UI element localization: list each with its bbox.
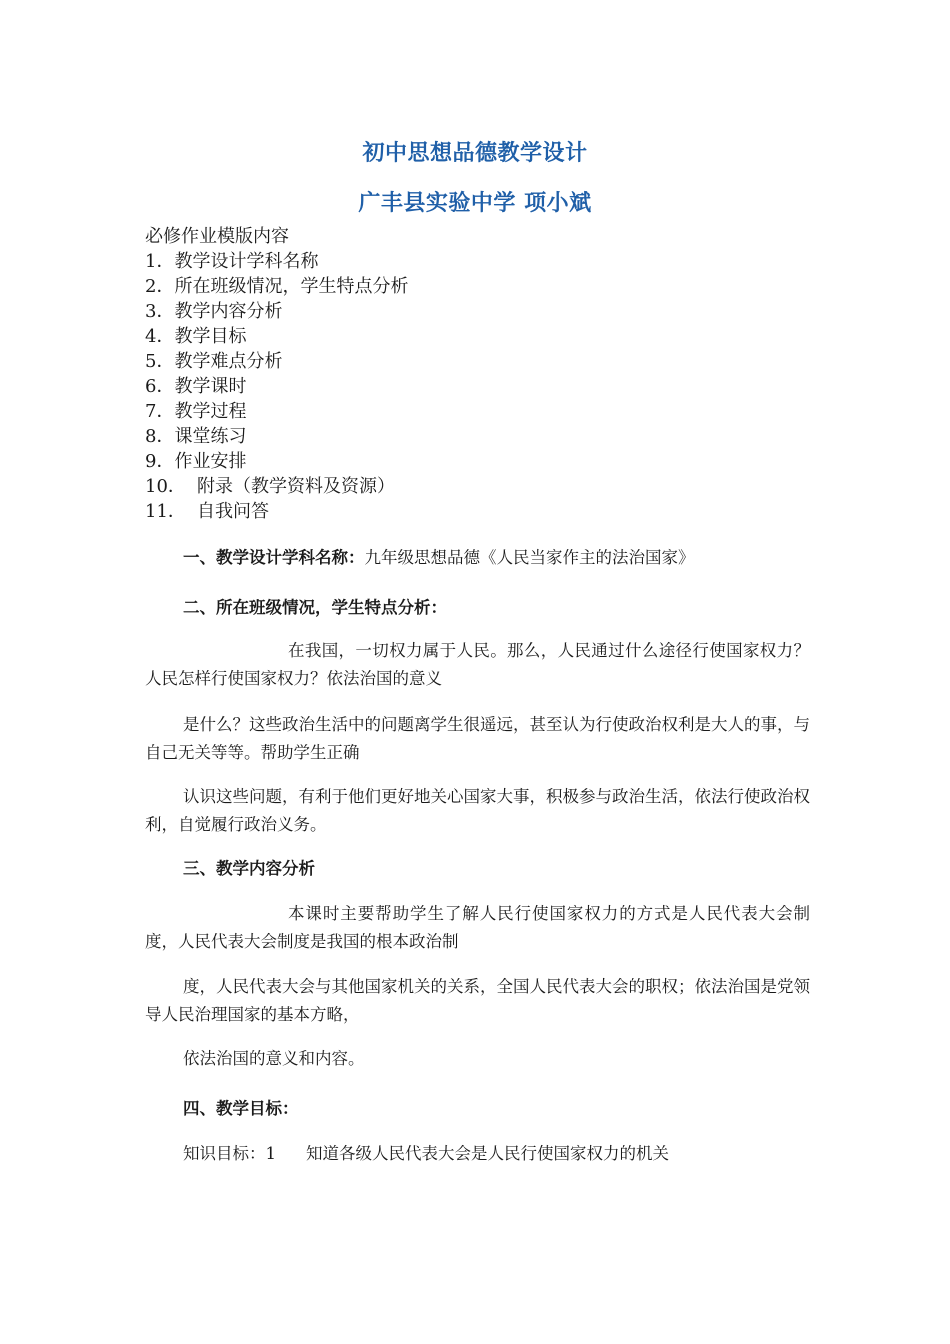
list-item-text: 教学内容分析 (174, 301, 283, 322)
list-item-number: 4． (145, 326, 175, 347)
template-heading: 必修作业模版内容 (145, 226, 289, 247)
list-item (145, 449, 825, 474)
list-item (145, 274, 825, 299)
document-title: 初中思想品德教学设计 (362, 141, 588, 166)
section-2 (183, 594, 447, 622)
list-item-text: 教学难点分析 (174, 351, 283, 372)
list-item (145, 424, 825, 449)
list-item (145, 349, 825, 374)
list-item-text: 课堂练习 (174, 426, 247, 447)
list-item (145, 474, 825, 499)
list-item-text: 教学过程 (174, 401, 247, 422)
list-item (145, 324, 825, 349)
list-item-number: 6． (145, 376, 175, 397)
list-item (145, 399, 825, 424)
author-line: 广丰县实验中学 项小斌 (358, 191, 592, 216)
section-4 (183, 1095, 299, 1123)
list-item (145, 374, 825, 399)
section-2-paragraph-1: 在我国，一切权力属于人民。那么，人民通过什么途径行使国家权力？人民怎样行使国家权力？依法治国的意义 (145, 641, 810, 688)
list-item-text: 教学设计学科名称 (174, 251, 319, 272)
knowledge-goal-label: 知识目标：1 (183, 1144, 276, 1163)
section-3 (183, 855, 315, 883)
list-item-text: 附录（教学资料及资源） (197, 476, 395, 497)
list-item-number: 3． (145, 301, 175, 322)
list-item (145, 249, 825, 274)
knowledge-goal (183, 1140, 669, 1168)
list-item-text: 自我问答 (197, 501, 269, 522)
list-item-number: 9． (145, 451, 175, 472)
list-item-number: 1． (145, 251, 175, 272)
section-1-heading: 一、教学设计学科名称： (183, 548, 365, 567)
section-2-paragraph-2: 是什么？这些政治生活中的问题离学生很遥远，甚至认为行使政治权利是大人的事，与自己无关等等。帮助学生正确 (145, 715, 810, 762)
section-3-heading: 三、教学内容分析 (183, 859, 315, 878)
list-item (145, 299, 825, 324)
knowledge-goal-text: 知道各级人民代表大会是人民行使国家权力的机关 (306, 1144, 669, 1163)
section-1-text: 九年级思想品德《人民当家作主的法治国家》 (364, 548, 695, 567)
section-4-heading: 四、教学目标： (183, 1099, 299, 1118)
list-item-text: 教学课时 (174, 376, 247, 397)
list-item-number: 2． (145, 276, 175, 297)
section-2-paragraph-3: 认识这些问题，有利于他们更好地关心国家大事，积极参与政治生活，依法行使政治权利，自觉履行政治义务。 (145, 787, 810, 834)
section-3-paragraph-1: 本课时主要帮助学生了解人民行使国家权力的方式是人民代表大会制度，人民代表大会制度是我国的根本政治制 (145, 904, 810, 951)
list-item-number: 5． (145, 351, 175, 372)
list-item-text: 作业安排 (174, 451, 247, 472)
list-item (145, 499, 825, 524)
section-3-paragraph-3: 依法治国的意义和内容。 (183, 1049, 365, 1068)
list-item-text: 教学目标 (174, 326, 247, 347)
list-item-number: 11． (145, 501, 186, 522)
section-1 (183, 544, 695, 572)
list-item-number: 7． (145, 401, 175, 422)
template-list (145, 224, 825, 524)
list-item-number: 8． (145, 426, 175, 447)
section-3-paragraph-2: 度，人民代表大会与其他国家机关的关系，全国人民代表大会的职权；依法治国是党领导人民治理国家的基本方略， (145, 977, 810, 1024)
list-item-text: 所在班级情况，学生特点分析 (174, 276, 409, 297)
list-item-number: 10． (145, 476, 186, 497)
section-2-heading: 二、所在班级情况，学生特点分析： (183, 598, 447, 617)
